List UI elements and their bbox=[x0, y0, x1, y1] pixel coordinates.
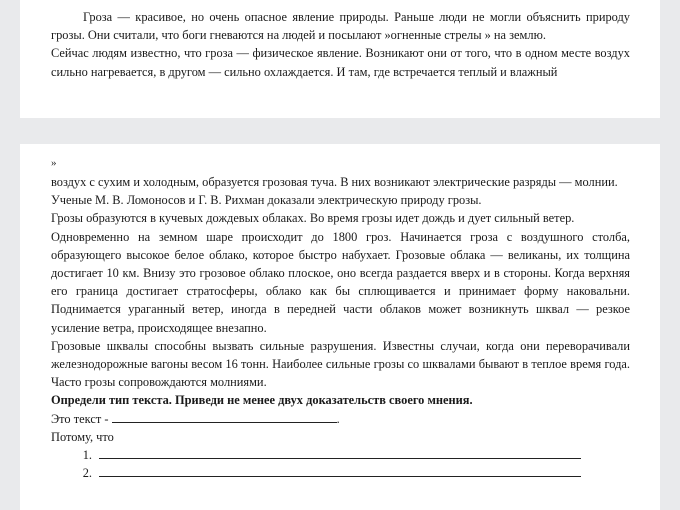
paragraph-physical-phenomenon: Сейчас людям известно, что гроза — физическое явление. Возникают они от того, что в одном месте воздух сильно нагревается, в другом — сильно охлаждается. И там, где встречается теплый и влажный bbox=[51, 46, 630, 79]
answer-line-1 bbox=[51, 446, 630, 464]
document-page-2 bbox=[20, 144, 660, 510]
text-type-end: . bbox=[336, 411, 340, 426]
paragraph-squalls: Грозовые шквалы способны вызвать сильные разрушения. Известны случаи, когда они переворачивали железнодорожные вагоны весом 16 тонн. Наиболее сильные грозы со шквалами бывают в теплое время года. Часто грозы сопровождаются молниями. bbox=[51, 338, 630, 390]
paragraph-cloud-formation: Грозы образуются в кучевых дождевых облаках. Во время грозы идет дождь и дует сильный ветер. bbox=[51, 211, 575, 226]
text-type-blank[interactable] bbox=[112, 411, 337, 423]
paragraph-thunderstorm-description: Одновременно на земном шаре происходит до 1800 гроз. Начинается гроза с воздушного столба, образующего высокое белое облако, которое быстро набухает. Грозовые облака — великаны, их толщина достигает 10 км. Внизу это грозовое облако плоское, оно всегда раздается вверх и в стороны. Когда верхняя его граница достигает стратосферы, облако как бы сплющивается и принимает форму наковальни. Поднимается ураганный ветер, иногда в передней части облаков может возникнуть шквал — резкое усиление ветра, происходящее внезапно. bbox=[51, 229, 630, 335]
because-label: Потому, что bbox=[51, 429, 114, 444]
answer-number-1: 1. bbox=[82, 448, 92, 463]
paragraph-intro: Гроза — красивое, но очень опасное явление природы. Раньше люди не могли объяснить природу грозы. Они считали, что боги гневаются на людей и посылают »огненные стрелы » на землю. bbox=[51, 10, 630, 43]
paragraph-scientists: Ученые М. В. Ломоносов и Г. В. Рихман доказали электрическую природу грозы. bbox=[51, 193, 482, 208]
answer-line-2 bbox=[51, 464, 630, 482]
answer-number-2: 2. bbox=[82, 466, 92, 481]
stray-quote-mark: » bbox=[51, 157, 57, 169]
document-page-1 bbox=[20, 0, 660, 118]
answer-blank-2[interactable] bbox=[99, 465, 581, 477]
answer-blank-1[interactable] bbox=[99, 447, 581, 459]
task-instruction: Определи тип текста. Приведи не менее двух доказательств своего мнения. bbox=[51, 393, 473, 408]
text-type-line bbox=[51, 410, 630, 428]
paragraph-continuation: воздух с сухим и холодным, образуется грозовая туча. В них возникают электрические разряды — молнии. bbox=[51, 175, 618, 189]
text-type-label: Это текст - bbox=[51, 411, 109, 426]
